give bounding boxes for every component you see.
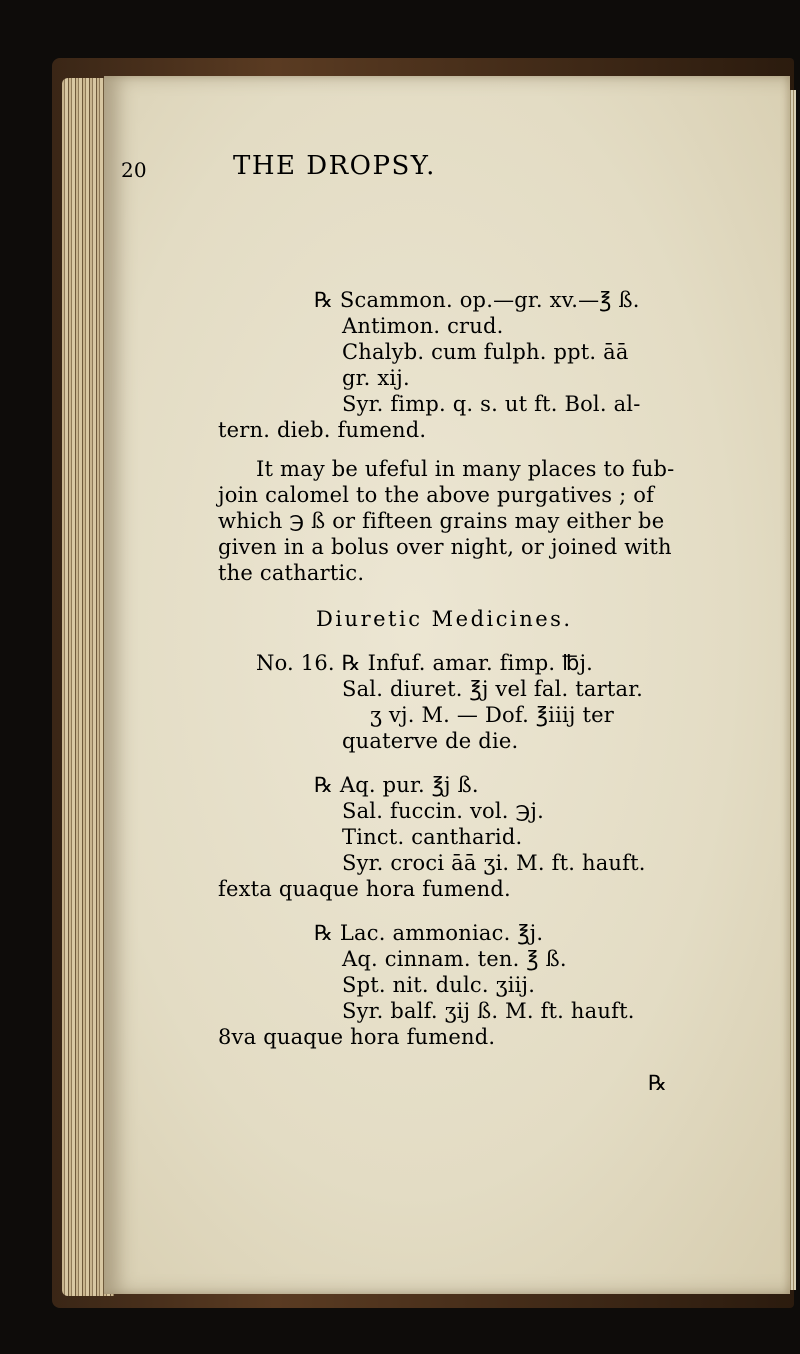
catchword: ℞: [648, 1071, 668, 1095]
text-line: fexta quaque hora fumend.: [218, 877, 511, 901]
section-heading: Diuretic Medicines.: [316, 607, 573, 631]
text-line: ℞ Lac. ammoniac. ℥j.: [314, 921, 544, 945]
text-line: Spt. nit. dulc. ʒiij.: [342, 973, 536, 997]
text-line: Chalyb. cum fulph. ppt. āā: [342, 340, 629, 364]
page-number: 20: [121, 158, 147, 182]
text-line: Sal. diuret. ℥j vel fal. tartar.: [342, 677, 644, 701]
text-line: which ℈ ß or fifteen grains may either be: [218, 509, 665, 533]
text-line: the cathartic.: [218, 561, 365, 585]
text-line: Aq. cinnam. ten. ℥ ß.: [342, 947, 567, 971]
text-line: No. 16. ℞ Infuf. amar. fimp. ℔j.: [256, 651, 594, 675]
text-line: given in a bolus over night, or joined with: [218, 535, 672, 559]
text-line: ℞ Aq. pur. ℥j ß.: [314, 773, 479, 797]
text-line: gr. xij.: [342, 366, 410, 390]
running-title: THE DROPSY.: [233, 151, 436, 181]
text-line: Syr. fimp. q. s. ut ft. Bol. al-: [342, 392, 641, 416]
text-line: ʒ vj. M. — Dof. ℥iiij ter: [370, 703, 615, 727]
text-line: It may be ufeful in many places to fub-: [256, 457, 675, 481]
text-line: Antimon. crud.: [342, 314, 504, 338]
text-line: join calomel to the above purgatives ; of: [218, 483, 655, 507]
text-line: Tinct. cantharid.: [342, 825, 523, 849]
text-line: Sal. fuccin. vol. ℈j.: [342, 799, 545, 823]
text-line: tern. dieb. fumend.: [218, 418, 427, 442]
text-line: 8va quaque hora fumend.: [218, 1025, 496, 1049]
text-line: quaterve de die.: [342, 729, 519, 753]
text-line: ℞ Scammon. op.—gr. xv.—℥ ß.: [314, 288, 640, 312]
text-line: Syr. croci āā ʒi. M. ft. hauft.: [342, 851, 646, 875]
text-line: Syr. balf. ʒij ß. M. ft. hauft.: [342, 999, 635, 1023]
